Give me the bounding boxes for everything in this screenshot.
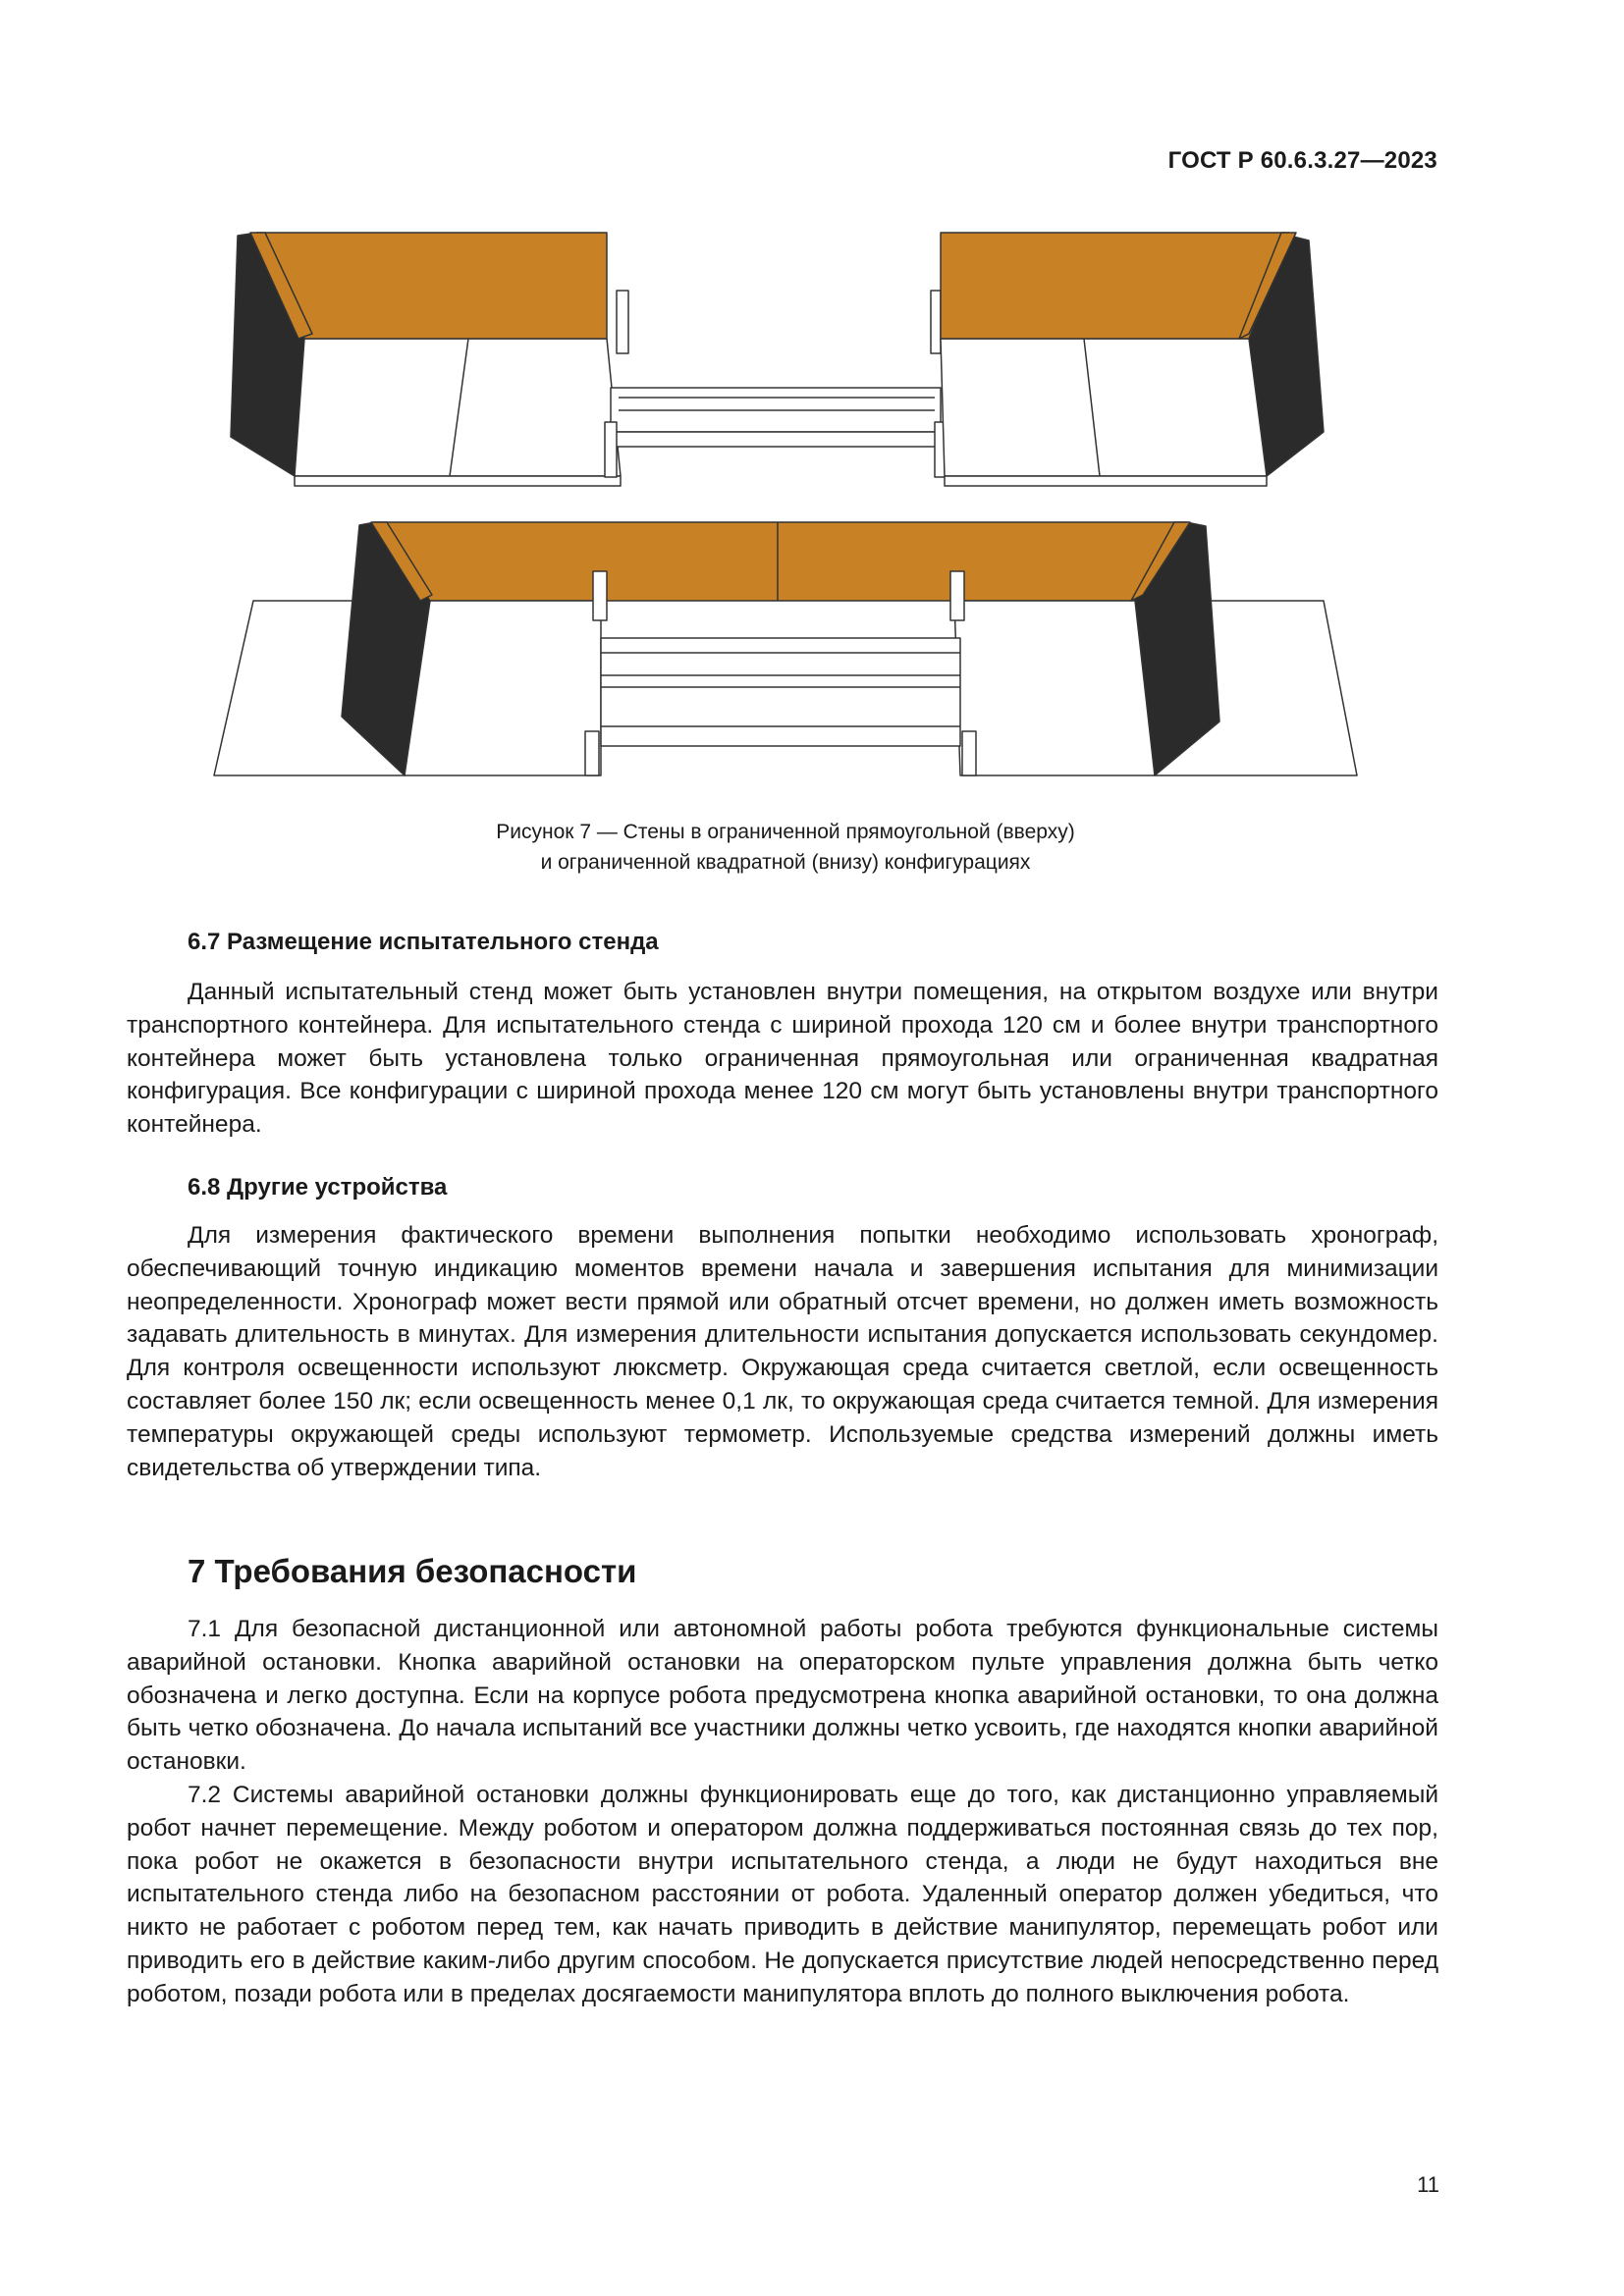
bottom-left-inner-floor	[405, 601, 601, 775]
chapter-7-heading: 7 Требования безопасности	[188, 1553, 637, 1589]
bottom-left-post	[593, 571, 607, 620]
figure-7-illustration	[0, 0, 1624, 805]
bottom-left-post-near	[585, 731, 599, 775]
top-left-back-wall	[257, 233, 607, 339]
paragraph: 7.2 Системы аварийной остановки должны функционировать еще до того, как дистанционно управляемый робот начнет перемещение. Между роботом и оператором должна поддерживаться постоянная связь до тех пор, пока робот не окажется в безопасности внутри испытательного стенда, а люди не будут находиться вне испытательного стенда либо на безопасном расстоянии от робота. Удаленный оператор должен убедиться, что никто не работает с роботом перед тем, как начать приводить в действие манипулятор, перемещать робот или приводить его в действие каким-либо другим способом. Не допускается присутствие людей непосредственно перед роботом, позади робота или в пределах досягаемости манипулятора вплоть до полного выключения робота.	[127, 1781, 1438, 2007]
paragraph: Данный испытательный стенд может быть установлен внутри помещения, на открытом воздухе или внутри транспортного контейнера. Для испытательного стенда с шириной прохода 120 см и более внутри транспортного контейнера может быть установлена только ограниченная прямоугольная или ограниченная квадратная конфигурация. Все конфигурации с шириной прохода менее 120 см могут быть установлены внутри транспортного контейнера.	[127, 979, 1438, 1139]
section-6-7-body	[127, 976, 1438, 1142]
figure-caption	[393, 817, 1178, 878]
document-id-header: ГОСТ Р 60.6.3.27—2023	[1167, 147, 1437, 174]
top-left-post-near	[605, 422, 617, 477]
section-6-8-heading: 6.8 Другие устройства	[188, 1174, 448, 1201]
bottom-corridor-floor	[601, 638, 960, 746]
paragraph: 7.1 Для безопасной дистанционной или автономной работы робота требуются функциональные системы аварийной остановки. Кнопка аварийной остановки на операторском пульте управления должна быть четко обозначена и легко доступна. Если на корпусе робота предусмотрена кнопка аварийной остановки, то она должна быть четко обозначена. До начала испытаний все участники должны четко усвоить, где находятся кнопки аварийной остановки.	[127, 1616, 1438, 1776]
page-number: 11	[1417, 2172, 1439, 2197]
bottom-right-post	[950, 571, 964, 620]
bottom-configuration	[214, 522, 1357, 775]
chapter-7-body	[127, 1613, 1438, 2011]
section-6-7-heading: 6.7 Размещение испытательного стенда	[188, 929, 659, 955]
paragraph: Для измерения фактического времени выполнения попытки необходимо использовать хронограф, обеспечивающий точную индикацию моментов времени начала и завершения испытания для минимизации неопределенности. Хронограф может вести прямой или обратный отсчет времени, но должен иметь возможность задавать длительность в минутах. Для измерения длительности испытания допускается использовать секундомер. Для контроля освещенности используют люксметр. Окружающая среда считается светлой, если освещенность составляет более 150 лк; если освещенность менее 0,1 лк, то окружающая среда считается темной. Для измерения температуры окружающей среды используют термометр. Используемые средства измерений должны иметь свидетельства об утверждении типа.	[127, 1222, 1438, 1481]
top-right-floor-base	[945, 476, 1267, 486]
top-right-back-wall	[941, 233, 1289, 339]
top-left-floor-base	[295, 476, 621, 486]
top-right-floor	[941, 339, 1267, 476]
bottom-back-wall	[375, 522, 1186, 601]
bottom-right-post-near	[962, 731, 976, 775]
top-configuration	[231, 233, 1324, 486]
section-6-8-body	[127, 1219, 1438, 1484]
top-right-post	[931, 291, 941, 353]
top-left-post	[617, 291, 628, 353]
bottom-right-inner-floor	[954, 601, 1155, 775]
top-corridor-floor-near	[607, 432, 945, 447]
figure-caption-line-2: и ограниченной квадратной (внизу) конфигурациях	[540, 851, 1031, 874]
figure-caption-line-1: Рисунок 7 — Стены в ограниченной прямоугольной (вверху)	[496, 821, 1075, 843]
